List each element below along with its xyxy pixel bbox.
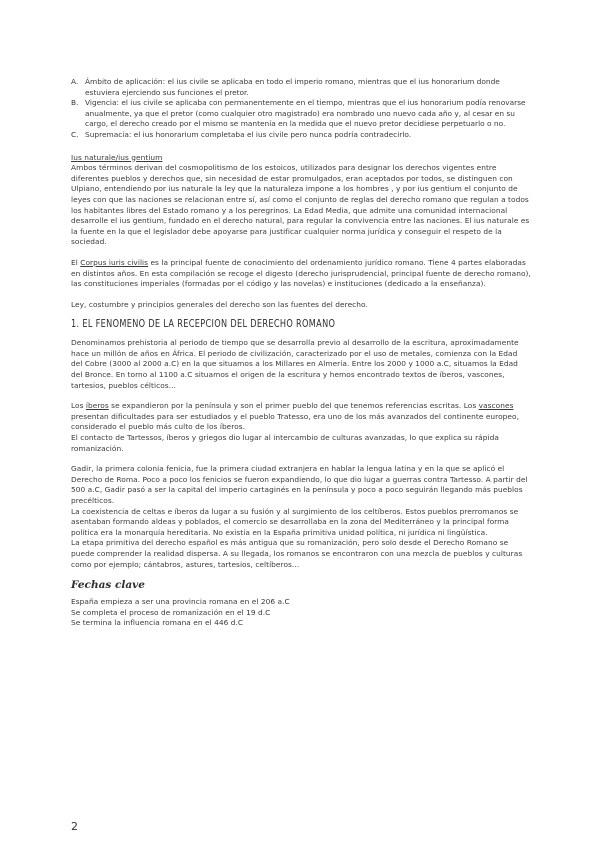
list-marker: A. bbox=[71, 77, 79, 86]
prehistoria-paragraph: Denominamos prehistoria al periodo de tiempo que se desarrolla previo al desarrollo de la escritura, aproximadamente hace un millón de años en África. El periodo de civilización, caracterizado por el uso de metales, comienza con la Edad del Cobre (3000 al 2000 a.C) en la que situamos a los Millares en Almería. Entre los 2000 y 1000 a.C, situamos la Edad del Bronce. En torno al 1100 a.C situamos el origen de la escritura y hemos encontrado textos de íberos, vascones, tartesios, pueblos célticos… bbox=[71, 338, 519, 390]
corpus-iuris-link: Corpus iuris civilis bbox=[80, 257, 149, 267]
ordered-list bbox=[71, 77, 531, 141]
fechas-clave-heading: Fechas clave bbox=[71, 579, 145, 592]
section-heading: 1. EL FENOMENO DE LA RECEPCION DEL DERECHO ROMANO bbox=[71, 318, 336, 331]
list-item-label: Vigencia bbox=[85, 98, 117, 108]
list-item bbox=[71, 130, 531, 141]
iberos-link: íberos bbox=[85, 401, 109, 411]
page-content bbox=[71, 77, 531, 629]
iberos-paragraph: Los íberos se expandieron por la península y son el primer pueblo del que tenemos referencias escritas. Los vascones presentan dificultades para ser estudiados y el pueblo Tratesso, era uno de los más avanzados del continente europeo, considerado el pueblo más culto de los íberos. bbox=[71, 401, 519, 432]
list-marker: C. bbox=[71, 129, 79, 139]
list-item bbox=[71, 98, 531, 130]
list-item-text: Ámbito de aplicación: el ius civile se aplicaba en todo el imperio romano, mientras que el ius honorarium donde estuviera ejerciendo sus funciones el pretor. bbox=[85, 77, 500, 97]
celtiberos-paragraph: La coexistencia de celtas e íberos da lugar a su fusión y al surgimiento de los celtíberos. Estos pueblos prerromanos se asentaban formando aldeas y poblados, el comercio se desarrollaba en la zona del Mediterráneo y la principal forma política era la monarquía hereditaria. No existía en la España primitiva unidad política, ni jurídica ni lingüística. bbox=[71, 506, 519, 537]
fecha-line: Se completa el proceso de romanización en el 19 d.C bbox=[71, 607, 271, 617]
etapa-primitiva-paragraph: La etapa primitiva del derecho español es más antigua que su romanización, pero solo desde el Derecho Romano se puede comprender la realidad dispersa. A su llegada, los romanos se encontraron con una mezcla de pueblos y culturas como por ejemplo; cántabros, astures, tartesios, celtíberos… bbox=[71, 538, 523, 569]
fecha-line: España empieza a ser una provincia romana en el 206 a.C bbox=[71, 597, 290, 607]
list-item-label: Supremacía bbox=[85, 129, 129, 139]
fuentes-line: Ley, costumbre y principios generales del derecho son las fuentes del derecho. bbox=[71, 299, 368, 309]
corpus-paragraph: El Corpus iuris civilis es la principal fuente de conocimiento del ordenamiento jurídico romano. Tiene 4 partes elaboradas en distintos años. En esta compilación se recoge el digesto (derecho jurisprudencial, principal fuente de derecho romano), las constituciones imperiales (formadas por el código y las novelas) e instituciones (dedicado a la enseñanza). bbox=[71, 257, 531, 289]
list-item bbox=[71, 77, 531, 98]
gadir-paragraph: Gadir, la primera colonia fenicia, fue la primera ciudad extranjera en hablar la lengua latina y en la que se aplicó el Derecho de Roma. Poco a poco los fenicios se fueron expandiendo, lo que dio lugar a guerras contra Tartesso. A partir del 500 a.C, Gadir pasó a ser la capital del imperio cartaginés en la península y poco a poco seguirán llegando más pueblos precélticos. bbox=[71, 464, 528, 505]
page-number: 2 bbox=[71, 820, 78, 833]
contacto-paragraph: El contacto de Tartessos, íberos y griegos dio lugar al intercambio de culturas avanzadas, lo que explica su rápida romanización. bbox=[71, 433, 499, 453]
ius-naturale-heading: Ius naturale/ius gentium bbox=[71, 152, 163, 162]
fecha-line: Se termina la influencia romana en el 446 d.C bbox=[71, 618, 244, 628]
vascones-link: vascones bbox=[478, 401, 514, 411]
list-item-text: Vigencia: el ius civile se aplicaba con permanentemente en el tiempo, mientras que el ius honorarium podía renovarse anualmente, ya que el pretor (como cualquier otro magistrado) era nombrado uno nuevo cada año y, al cesar en su cargo, el derecho creado por el mismo se mantenía en la medida que el nuevo pretor decidiese perpetuarlo o no. bbox=[85, 98, 526, 129]
ius-naturale-paragraph: Ambos términos derivan del cosmopolitismo de los estoicos, utilizados para designar los derechos vigentes entre diferentes pueblos y derechos que, sin necesidad de estar promulgados, eran aceptados por todos, se distinguen con Ulpiano, entendiendo por ius naturale la ley que la naturaleza impone a los hombres , y por ius gentium el conjunto de leyes con que las naciones se relacionan entre sí, así como el conjunto de reglas del derecho romano que regulan a todos los habitantes libres del Estado romano y a los peregrinos. La Edad Media, que admite una comunidad internacional desarrolle el ius gentium, fundado en el derecho natural, para regular la convivencia entre las naciones. El ius naturale es la fuente en la que el legislador debe apoyarse para justificar cualquier norma jurídica y conseguir el respeto de la sociedad. bbox=[71, 163, 530, 247]
list-item-text: Supremacía: el ius honorarium completaba el ius civile pero nunca podría contradecirlo. bbox=[85, 129, 412, 139]
list-item-label: Ámbito de aplicación bbox=[85, 77, 163, 86]
list-marker: B. bbox=[71, 98, 79, 108]
